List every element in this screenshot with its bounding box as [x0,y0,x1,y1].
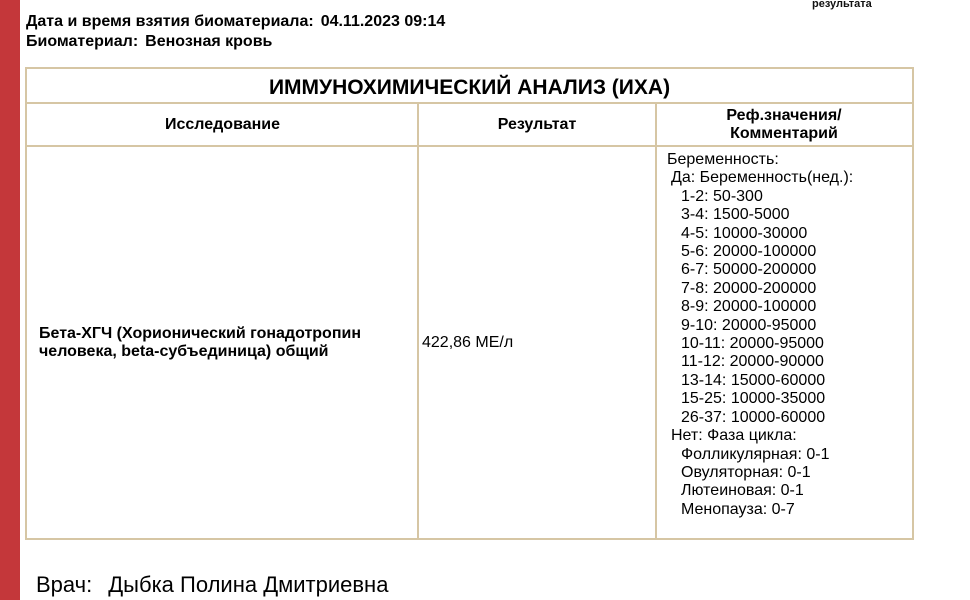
result-value: 422,86 МЕ/л [422,333,514,351]
ref-pregnancy-week-range: 4-5: 10000-30000 [681,224,808,242]
ref-cycle-phase-range: Овуляторная: 0-1 [681,463,811,481]
red-side-strip [0,0,20,600]
study-name-cell [27,147,417,538]
column-header-reference-line1: Реф.значения/ [726,106,842,124]
corner-note: результата [812,0,872,10]
column-header-reference-line2: Комментарий [730,124,838,142]
ref-pregnancy-week-range: 15-25: 10000-35000 [681,390,826,408]
column-header-reference [656,104,912,147]
column-header-result: Результат [418,104,656,147]
ref-pregnancy-weeks-list [667,188,911,427]
ref-cycle-phase-list [667,446,911,520]
doctor-label: Врач: [36,572,93,597]
ref-pregnancy-week-range: 9-10: 20000-95000 [681,316,817,334]
ref-heading: Беременность: [667,151,779,168]
ref-pregnancy-week-range: 8-9: 20000-100000 [681,298,817,316]
study-name-line1: Бета-ХГЧ (Хорионический гонадотропин [39,324,361,342]
reference-values-cell [667,151,911,519]
ref-cycle-phase-range: Фолликулярная: 0-1 [681,445,830,463]
sample-date-line [26,13,445,31]
table-title: ИММУНОХИМИЧЕСКИЙ АНАЛИЗ (ИХА) [27,69,912,104]
ref-pregnancy-week-range: 13-14: 15000-60000 [681,371,826,389]
study-name-line2: человека, beta-субъединица) общий [39,342,329,360]
column-divider [655,104,657,538]
sample-date-value: 04.11.2023 09:14 [320,13,446,30]
biomaterial-label: Биоматериал: [26,33,139,50]
ref-pregnancy-week-range: 5-6: 20000-100000 [681,243,817,261]
ref-pregnancy-week-range: 6-7: 50000-200000 [681,261,817,279]
sample-date-label: Дата и время взятия биоматериала: [26,13,314,30]
ref-not-pregnant-heading: Нет: Фаза цикла: [671,427,797,445]
results-table [25,67,914,540]
ref-pregnancy-week-range: 7-8: 20000-200000 [681,279,817,297]
column-header-study: Исследование [27,104,418,147]
column-divider [417,104,419,538]
ref-pregnancy-week-range: 3-4: 1500-5000 [681,206,790,224]
ref-cycle-phase-range: Лютеиновая: 0-1 [681,482,804,500]
biomaterial-line [26,33,272,51]
biomaterial-value: Венозная кровь [145,33,273,50]
ref-pregnancy-week-range: 11-12: 20000-90000 [681,353,824,371]
ref-pregnancy-week-range: 26-37: 10000-60000 [681,408,826,426]
ref-pregnant-heading: Да: Беременность(нед.): [671,169,854,187]
result-value-cell [420,147,655,538]
ref-pregnancy-week-range: 10-11: 20000-95000 [681,335,824,353]
doctor-line [36,572,388,598]
doctor-name: Дыбка Полина Дмитриевна [108,572,389,597]
ref-pregnancy-week-range: 1-2: 50-300 [681,187,763,205]
ref-cycle-phase-range: Менопауза: 0-7 [681,500,795,518]
